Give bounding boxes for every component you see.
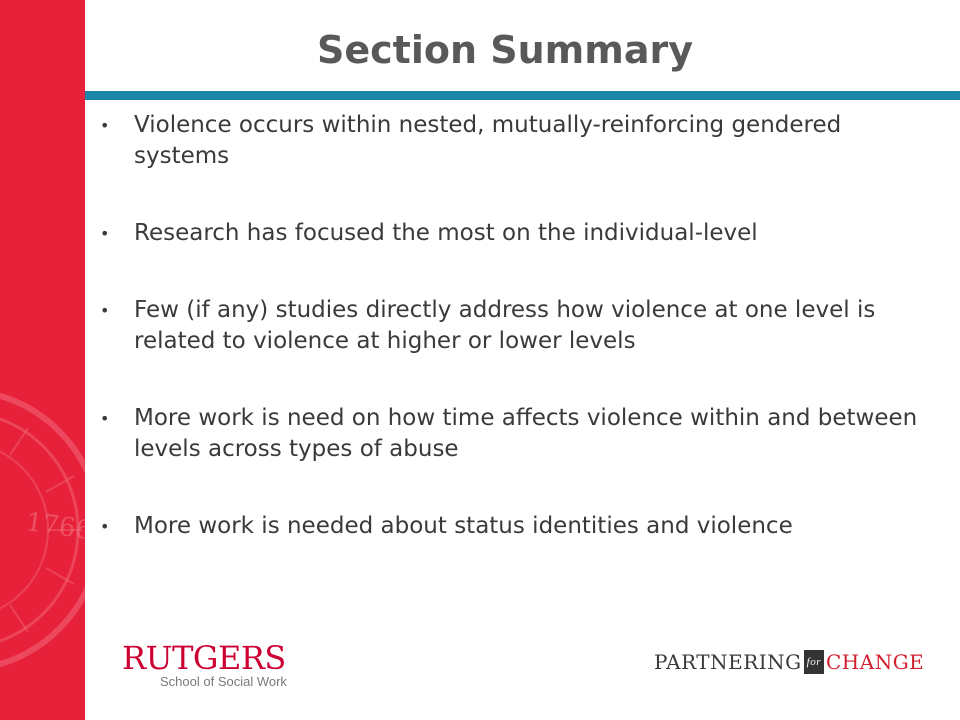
bullet-text: Violence occurs within nested, mutually-reinforcing gendered systems: [134, 112, 842, 169]
bullet-list: [100, 110, 920, 588]
list-item: [100, 295, 920, 357]
list-item: [100, 403, 920, 465]
red-side-band: [0, 0, 94, 720]
bullet-marker: •: [100, 301, 110, 320]
list-item: [100, 110, 920, 172]
list-item: [100, 511, 920, 542]
bullet-marker: •: [100, 409, 110, 428]
bullet-text: Few (if any) studies directly address how violence at one level is related to violence at higher or lower levels: [134, 297, 876, 354]
list-item: [100, 218, 920, 249]
bullet-text: More work is need on how time affects violence within and between levels across types of abuse: [134, 405, 918, 462]
for-text: for: [804, 650, 824, 674]
title-divider: [85, 91, 960, 100]
university-seal-watermark: [0, 380, 94, 680]
bullet-text: Research has focused the most on the individual-level: [134, 220, 758, 246]
change-text: CHANGE: [826, 650, 925, 674]
seal-year: 1766: [24, 507, 94, 547]
bullet-text: More work is needed about status identities and violence: [134, 513, 793, 539]
rutgers-logo: [122, 640, 287, 689]
bullet-marker: •: [100, 517, 110, 536]
rutgers-wordmark: RUTGERS: [122, 639, 286, 677]
partnering-for-change-logo: [654, 650, 924, 674]
bullet-marker: •: [100, 116, 110, 135]
partnering-text: PARTNERING: [654, 650, 802, 674]
slide-title: Section Summary: [316, 28, 693, 72]
bullet-marker: •: [100, 224, 110, 243]
school-name: School of Social Work: [160, 674, 287, 689]
